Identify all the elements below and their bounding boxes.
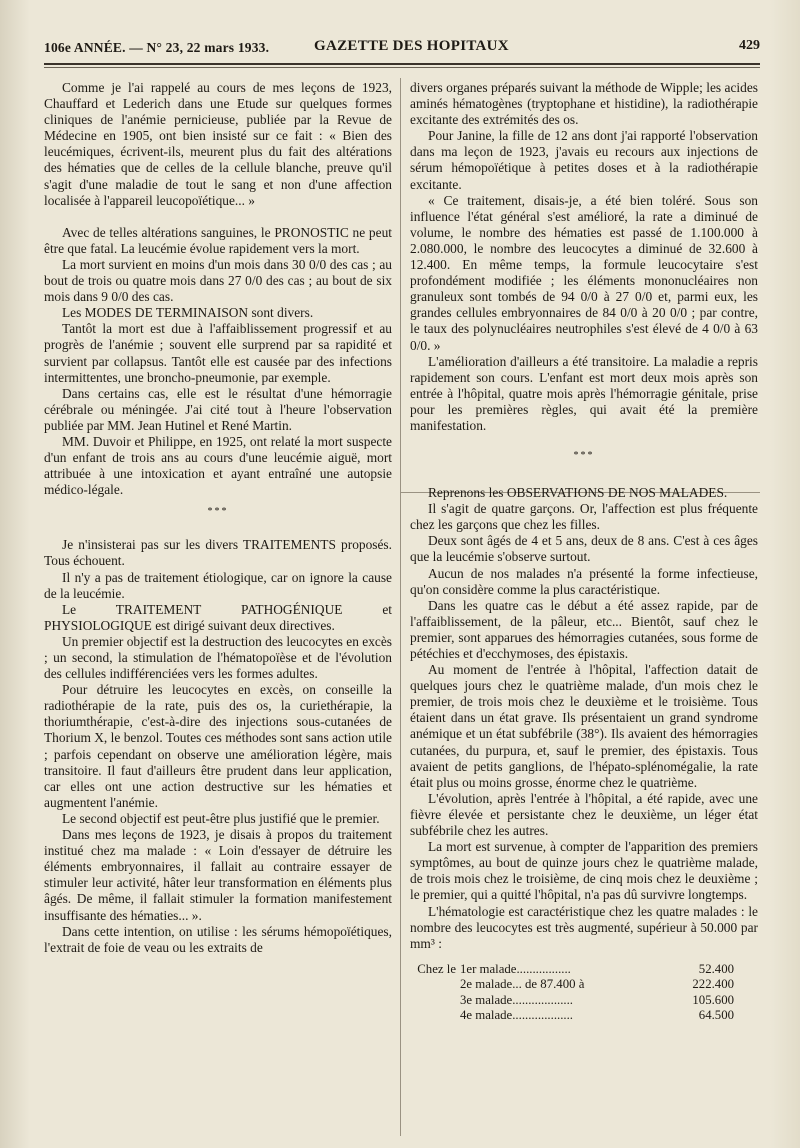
right-column [410,80,758,1024]
table-row-value: 64.500 [698,1008,734,1023]
paragraph: L'évolution, après l'entrée à l'hôpital, a été rapide, avec une fièvre élevée et persistante chez le deuxième, un léger état subfébrile chez les autres. [410,790,758,839]
paragraph: Au moment de l'entrée à l'hôpital, l'affection datait de quelques jours chez le quatrième malade, d'un mois chez le premier, de trois mois chez le deuxième et le troisième. Tous étaient dans un état grave. Ils présentaient un grand syndrome anémique et un état subfébrile (38°). Ils avaient des hémorragies cutanées, du purpura, et, sauf le premier, des épistaxis. Tous avaient de petits ganglions, de l'hépato-splénomégalie, la rate était plus ou moins grosse, énorme chez le quatrième. [410,662,758,790]
table-row-prefix [410,993,460,1009]
paragraph: Dans certains cas, elle est le résultat d'une hémorragie cérébrale ou méningée. J'ai cité tout à l'heure l'observation publiée par MM. Jean Hutinel et René Martin. [44,385,392,433]
paragraph: Il n'y a pas de traitement étiologique, car on ignore la cause de la leucémie. [44,569,392,601]
table-row-prefix [410,1008,460,1024]
header-rule-thin [44,67,760,68]
table-row-label: 4e malade................... [460,1008,574,1023]
paragraph: Avec de telles altérations sanguines, le PRONOSTIC ne peut être que fatal. La leucémie évolue rapidement vers la mort. [44,224,392,256]
paragraph: MM. Duvoir et Philippe, en 1925, ont relaté la mort suspecte d'un enfant de trois ans au cours d'une leucémie aiguë, mort attribuée à une intoxication et ayant entraîné une autopsie médico-légale. [44,433,392,498]
paragraph: Comme je l'ai rappelé au cours de mes leçons de 1923, Chauffard et Lederich dans une Etude sur quelques formes cliniques de l'anémie pernicieuse, publiée par la Revue de Médecine en 1905, ont bien insisté sur ce fait : « Bien des leucémiques, écrivent-ils, meurent plus du fait des altérations des hématies que de celles de la cellule blanche, preuve qu'il s'agit d'une maladie de tout le sang et non d'une affection localisée à l'appareil leucopoïétique... » [44,80,392,208]
paragraph: Dans cette intention, on utilise : les sérums hémopoïétiques, l'extrait de foie de veau ou les extraits de [44,923,392,955]
leucocyte-table [410,962,758,1024]
paragraph: Le TRAITEMENT PATHOGÉNIQUE et PHYSIOLOGIQUE est dirigé suivant deux directives. [44,601,392,633]
paragraph: Il s'agit de quatre garçons. Or, l'affection est plus fréquente chez les garçons que chez les filles. [410,501,758,533]
table-row-value: 52.400 [698,961,734,976]
paragraph: Deux sont âgés de 4 et 5 ans, deux de 8 ans. C'est à ces âges que la leucémie s'observe surtout. [410,533,758,565]
stars-glyph: *** [573,450,595,462]
paragraph: Les MODES DE TERMINAISON sont divers. [62,305,314,321]
section-stars [44,506,392,517]
paragraph: Pour détruire les leucocytes en excès, on conseille la radiothérapie de la rate, puis des os, la curiethérapie, la thoriumthérapie, c'est-à-dire des injections sous-cutanées de Thorium X, le benzol. Toutes ces méthodes sont sans action utile ; parfois cependant on observe une amélioration légère, mais transitoire. Il faut d'ailleurs être prudent dans leur application, car elles ont une action destructive sur les hématies et augmentent l'anémie. [44,682,392,810]
paragraph: Tantôt la mort est due à l'affaiblissement progressif et au progrès de l'anémie ; souvent elle surprend par sa rapidité et survient par collapsus. Tantôt elle est causée par des infections intermittentes, une broncho-pneumonie, par exemple. [44,321,392,385]
table-row-prefix [410,977,460,993]
table-row [410,1008,758,1024]
page-number: 429 [739,38,760,53]
table-row-prefix: Chez le [417,961,456,976]
paragraph: L'amélioration d'ailleurs a été transitoire. La maladie a repris rapidement son cours. L'enfant est mort deux mois après son entrée à l'hôpital, quatre mois après l'hémorragie génitale, prise pour les premières règles, qui avait été la première manifestation. [410,353,758,433]
table-row [410,962,758,978]
header-rule [44,63,760,65]
paragraph: Reprenons les OBSERVATIONS DE NOS MALADES. [428,485,728,501]
table-row-label: 2e malade... de 87.400 à [460,977,585,992]
paragraph: L'hématologie est caractéristique chez les quatre malades : le nombre des leucocytes est très augmenté, supérieur à 50.000 par mm³ : [410,903,758,951]
page-header [44,36,760,58]
paragraph: Un premier objectif est la destruction des leucocytes en excès ; un second, la stimulation de l'hématopoïèse et de l'évolution des cellules indifférenciées vers les formes adultes. [44,633,392,682]
paragraph: Le second objectif est peut-être plus justifié que le premier. [62,810,380,826]
section-stars [410,450,758,461]
table-row-value: 222.400 [692,977,734,992]
paragraph: Je n'insisterai pas sur les divers TRAITEMENTS proposés. Tous échouent. [44,537,392,569]
issue-line: 106e ANNÉE. — N° 23, 22 mars 1933. [44,40,270,55]
column-divider [400,78,401,1136]
journal-title: GAZETTE DES HOPITAUX [314,38,509,54]
paragraph: La mort survient en moins d'un mois dans 30 0/0 des cas ; au bout de trois ou quatre mois dans 27 0/0 des cas ; au bout de six mois dans 9 0/0 des cas. [44,256,392,305]
paragraph: Aucun de nos malades n'a présenté la forme infectieuse, qu'on considère comme la plus caractéristique. [410,565,758,597]
paragraph: Pour Janine, la fille de 12 ans dont j'ai rapporté l'observation dans ma leçon de 1923, j'avais eu recours aux injections de sérum hémopoïétique à petites doses et à la radiothérapie excitante. [410,128,758,192]
table-row-label: 3e malade................... [460,992,574,1007]
table-row-value: 105.600 [692,992,734,1007]
paragraph: « Ce traitement, disais-je, a été bien toléré. Sous son influence l'état général s'est amélioré, la rate a diminué de volume, le nombre des hématies est passé de 1.100.000 à 2.080.000, le nombre des leucocytes a diminué de 32.600 à 12.400. En même temps, la formule leucocytaire s'est profondément modifiée ; les éléments mononucléaires non granuleux sont tombés de 94 0/0 à 27 0/0 et, parmi eux, les grandes cellules embryonnaires de 84 0/0 à 20 0/0 ; par contre, le taux des polynucléaires neutrophiles s'est élevé de 4 0/0 à 63 0/0. » [410,192,758,353]
left-column [44,80,392,956]
table-row [410,977,758,993]
paragraph: Dans les quatre cas le début a été assez rapide, par de l'affaiblissement, de la pâleur, etc... Bientôt, sauf chez le premier, sont apparues des hémorragies cutanées, sous forme de pétéchies et d'ecchymoses, des épistaxis. [410,597,758,661]
table-row [410,993,758,1009]
paragraph: La mort est survenue, à compter de l'apparition des premiers symptômes, au bout de quinze jours chez le quatrième malade, de trois mois chez le troisième, de cinq mois chez le deuxième ; le premier, qui a quitté l'hôpital, n'a pas dû survivre longtemps. [410,839,758,903]
paragraph: Dans mes leçons de 1923, je disais à propos du traitement institué chez ma malade : « Loin d'essayer de détruire les éléments embryonnaires, il fallait au contraire essayer de stimuler leur activité, hâter leur transformation en éléments plus âgés. De même, il fallait stimuler la formation manifestement insuffisante des hématies... ». [44,827,392,923]
table-row-label: 1er malade................. [460,961,571,976]
stars-glyph: *** [207,506,229,518]
paragraph: divers organes préparés suivant la méthode de Wipple; les acides aminés hématogènes (tryptophane et histidine), la radiothérapie excitante des extrémités des os. [410,80,758,128]
